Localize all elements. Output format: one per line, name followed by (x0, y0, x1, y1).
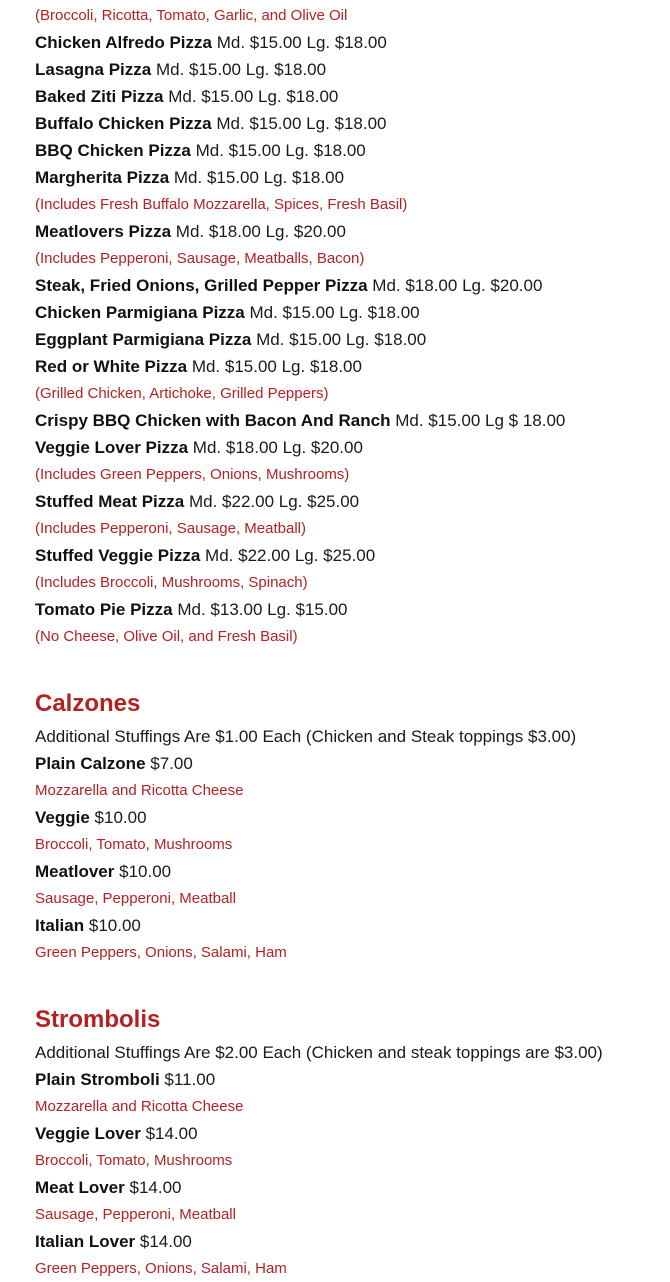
menu-content (35, 0, 665, 1282)
item-price: Md. $18.00 Lg. $20.00 (175, 222, 346, 241)
item-description: (Grilled Chicken, Artichoke, Grilled Peppers) (35, 385, 329, 402)
item-description: Broccoli, Tomato, Mushrooms (35, 1152, 233, 1169)
stromboli-item (35, 1066, 665, 1093)
item-description: (No Cheese, Olive Oil, and Fresh Basil) (35, 628, 298, 645)
item-description: Sausage, Pepperoni, Meatball (35, 890, 236, 907)
calzone-item (35, 750, 665, 777)
item-name: Margherita Pizza (35, 168, 170, 187)
item-price: $11.00 (164, 1070, 216, 1089)
calzones-heading: Calzones (35, 690, 141, 717)
stromboli-item (35, 1174, 665, 1201)
item-price: Md. $15.00 Lg. $18.00 (249, 303, 420, 322)
item-description: (Includes Pepperoni, Sausage, Meatballs, Bacon) (35, 250, 365, 267)
item-description: Broccoli, Tomato, Mushrooms (35, 836, 233, 853)
item-name: Red or White Pizza (35, 357, 188, 376)
item-price: Md. $15.00 Lg. $18.00 (216, 33, 387, 52)
pizza-list (35, 29, 665, 650)
pizza-item (35, 326, 665, 353)
item-price: Md. $18.00 Lg. $20.00 (372, 276, 543, 295)
item-description: Sausage, Pepperoni, Meatball (35, 1206, 236, 1223)
pizza-item (35, 542, 665, 569)
item-price: $10.00 (88, 916, 141, 935)
pizza-item (35, 434, 665, 461)
calzones-info: Additional Stuffings Are $1.00 Each (Chicken and Steak toppings $3.00) (35, 727, 577, 746)
item-price: Md. $13.00 Lg. $15.00 (177, 600, 348, 619)
pizza-item (35, 137, 665, 164)
item-name: Veggie (35, 808, 90, 827)
pizza-item (35, 164, 665, 191)
item-description: Green Peppers, Onions, Salami, Ham (35, 944, 287, 961)
item-price: $14.00 (129, 1178, 182, 1197)
item-name: Chicken Alfredo Pizza (35, 33, 212, 52)
item-description: (Includes Pepperoni, Sausage, Meatball) (35, 520, 306, 537)
item-price: Md. $15.00 Lg. $18.00 (173, 168, 345, 187)
item-price: Md. $15.00 Lg. $18.00 (155, 60, 327, 79)
item-name: Lasagna Pizza (35, 60, 152, 79)
item-name: BBQ Chicken Pizza (35, 141, 191, 160)
item-price: $10.00 (119, 862, 172, 881)
item-description: (Includes Broccoli, Mushrooms, Spinach) (35, 574, 308, 591)
item-price: Md. $15.00 Lg $ 18.00 (395, 411, 566, 430)
pizza-item (35, 218, 665, 245)
stromboli-item (35, 1228, 665, 1255)
item-name: Tomato Pie Pizza (35, 600, 173, 619)
item-description: Mozzarella and Ricotta Cheese (35, 1098, 244, 1115)
item-name: Chicken Parmigiana Pizza (35, 303, 245, 322)
item-price: Md. $22.00 Lg. $25.00 (188, 492, 360, 511)
item-price: $14.00 (145, 1124, 198, 1143)
item-price: Md. $15.00 Lg. $18.00 (216, 114, 387, 133)
pizza-item (35, 596, 665, 623)
stromboli-item (35, 1120, 665, 1147)
item-description: (Includes Green Peppers, Onions, Mushrooms) (35, 466, 350, 483)
item-price: $7.00 (150, 754, 193, 773)
pizza-item (35, 299, 665, 326)
pizza-intro-note: (Broccoli, Ricotta, Tomato, Garlic, and Olive Oil (35, 7, 348, 24)
pizza-item (35, 272, 665, 299)
item-name: Stuffed Meat Pizza (35, 492, 185, 511)
item-name: Stuffed Veggie Pizza (35, 546, 201, 565)
pizza-item (35, 29, 665, 56)
item-name: Veggie Lover (35, 1124, 141, 1143)
item-price: Md. $15.00 Lg. $18.00 (256, 330, 427, 349)
item-description: (Includes Fresh Buffalo Mozzarella, Spices, Fresh Basil) (35, 196, 408, 213)
pizza-item (35, 407, 665, 434)
item-name: Italian (35, 916, 85, 935)
item-price: Md. $22.00 Lg. $25.00 (205, 546, 376, 565)
item-price: Md. $18.00 Lg. $20.00 (192, 438, 363, 457)
item-name: Crispy BBQ Chicken with Bacon And Ranch (35, 411, 391, 430)
item-name: Eggplant Parmigiana Pizza (35, 330, 252, 349)
calzone-item (35, 804, 665, 831)
strombolis-info: Additional Stuffings Are $2.00 Each (Chicken and steak toppings are $3.00) (35, 1043, 603, 1062)
strombolis-heading: Strombolis (35, 1006, 161, 1033)
calzone-item (35, 858, 665, 885)
item-name: Buffalo Chicken Pizza (35, 114, 212, 133)
item-price: $14.00 (139, 1232, 192, 1251)
item-name: Plain Calzone (35, 754, 146, 773)
item-price: Md. $15.00 Lg. $18.00 (195, 141, 366, 160)
item-name: Italian Lover (35, 1232, 136, 1251)
item-description: Mozzarella and Ricotta Cheese (35, 782, 244, 799)
pizza-item (35, 56, 665, 83)
item-name: Veggie Lover Pizza (35, 438, 189, 457)
item-price: Md. $15.00 Lg. $18.00 (191, 357, 362, 376)
item-price: $10.00 (94, 808, 147, 827)
item-description: Green Peppers, Onions, Salami, Ham (35, 1260, 287, 1277)
item-name: Meatlover (35, 862, 115, 881)
item-name: Meat Lover (35, 1178, 125, 1197)
pizza-item (35, 488, 665, 515)
pizza-item (35, 110, 665, 137)
stromboli-list (35, 1066, 665, 1282)
pizza-item (35, 83, 665, 110)
calzone-list (35, 750, 665, 966)
pizza-item (35, 353, 665, 380)
item-name: Meatlovers Pizza (35, 222, 172, 241)
item-name: Baked Ziti Pizza (35, 87, 164, 106)
item-price: Md. $15.00 Lg. $18.00 (168, 87, 339, 106)
calzone-item (35, 912, 665, 939)
item-name: Plain Stromboli (35, 1070, 160, 1089)
item-name: Steak, Fried Onions, Grilled Pepper Pizza (35, 276, 368, 295)
